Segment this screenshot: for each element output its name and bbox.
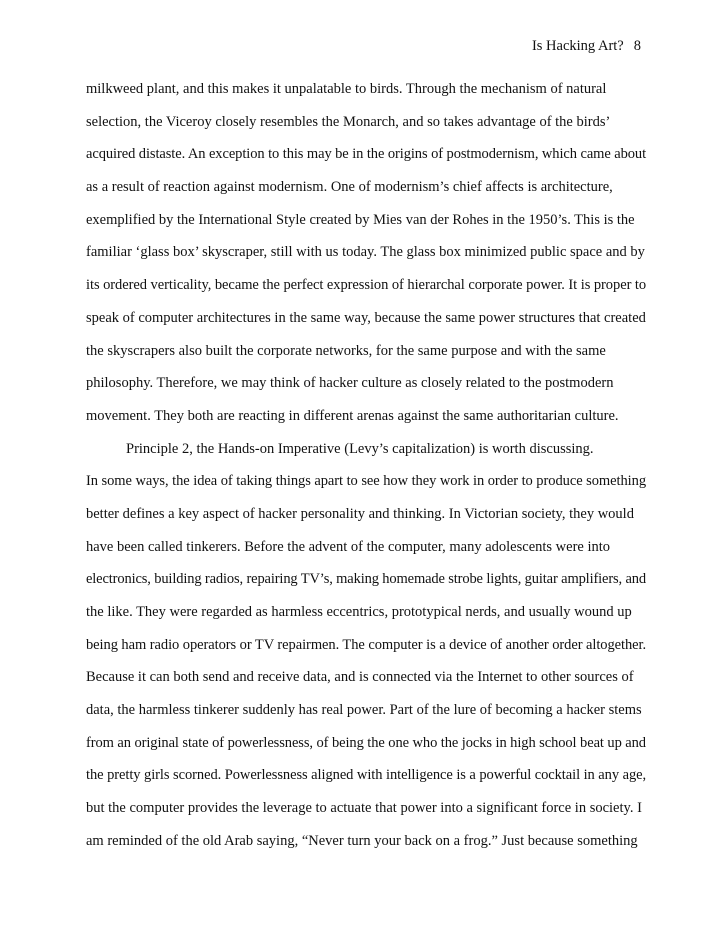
body-text [86, 73, 646, 858]
text-line: movement. They both are reacting in different arenas against the same authoritarian culture. [86, 407, 619, 424]
page-number: 8 [633, 38, 641, 54]
text-line: acquired distaste. An exception to this may be in the origins of postmodernism, which came about [86, 146, 647, 163]
text-line: speak of computer architectures in the same way, because the same power structures that created [86, 309, 646, 326]
text-line: the pretty girls scorned. Powerlessness aligned with intelligence is a powerful cocktail in any age, [86, 767, 647, 784]
paragraph-first-line: Principle 2, the Hands-on Imperative (Levy’s capitalization) is worth discussing. [126, 440, 594, 457]
text-line: better defines a key aspect of hacker personality and thinking. In Victorian society, they would [86, 505, 634, 522]
text-line: philosophy. Therefore, we may think of hacker culture as closely related to the postmodern [86, 375, 614, 392]
text-line: familiar ‘glass box’ skyscraper, still with us today. The glass box minimized public space and by [86, 244, 645, 261]
text-line: exemplified by the International Style created by Mies van der Rohes in the 1950’s. This is the [86, 211, 635, 228]
text-line: data, the harmless tinkerer suddenly has real power. Part of the lure of becoming a hacker stems [86, 702, 642, 719]
text-line: am reminded of the old Arab saying, “Never turn your back on a frog.” Just because something [86, 832, 638, 849]
text-line: Because it can both send and receive data, and is connected via the Internet to other sources of [86, 669, 634, 686]
text-line: the like. They were regarded as harmless eccentrics, prototypical nerds, and usually wound up [86, 604, 632, 620]
text-line: its ordered verticality, became the perfect expression of hierarchal corporate power. It is proper to [86, 277, 647, 294]
text-line: In some ways, the idea of taking things apart to see how they work in order to produce something [86, 473, 647, 490]
text-line: the skyscrapers also built the corporate networks, for the same purpose and with the same [86, 342, 606, 359]
text-line: but the computer provides the leverage to actuate that power into a significant force in society. I [86, 800, 642, 817]
text-line: have been called tinkerers. Before the advent of the computer, many adolescents were into [86, 538, 611, 555]
text-line: as a result of reaction against modernism. One of modernism’s chief affects is architecture, [86, 179, 613, 196]
running-header [0, 38, 641, 55]
text-line: selection, the Viceroy closely resembles the Monarch, and so takes advantage of the birds’ [86, 113, 611, 130]
text-line: milkweed plant, and this makes it unpalatable to birds. Through the mechanism of natural [86, 81, 607, 97]
text-line: being ham radio operators or TV repairmen. The computer is a device of another order altogether. [86, 636, 647, 653]
text-line: electronics, building radios, repairing TV’s, making homemade strobe lights, guitar amplifiers, and [86, 571, 647, 588]
text-line: from an original state of powerlessness, of being the one who the jocks in high school beat up and [86, 734, 646, 751]
header-title: Is Hacking Art? [531, 38, 624, 54]
